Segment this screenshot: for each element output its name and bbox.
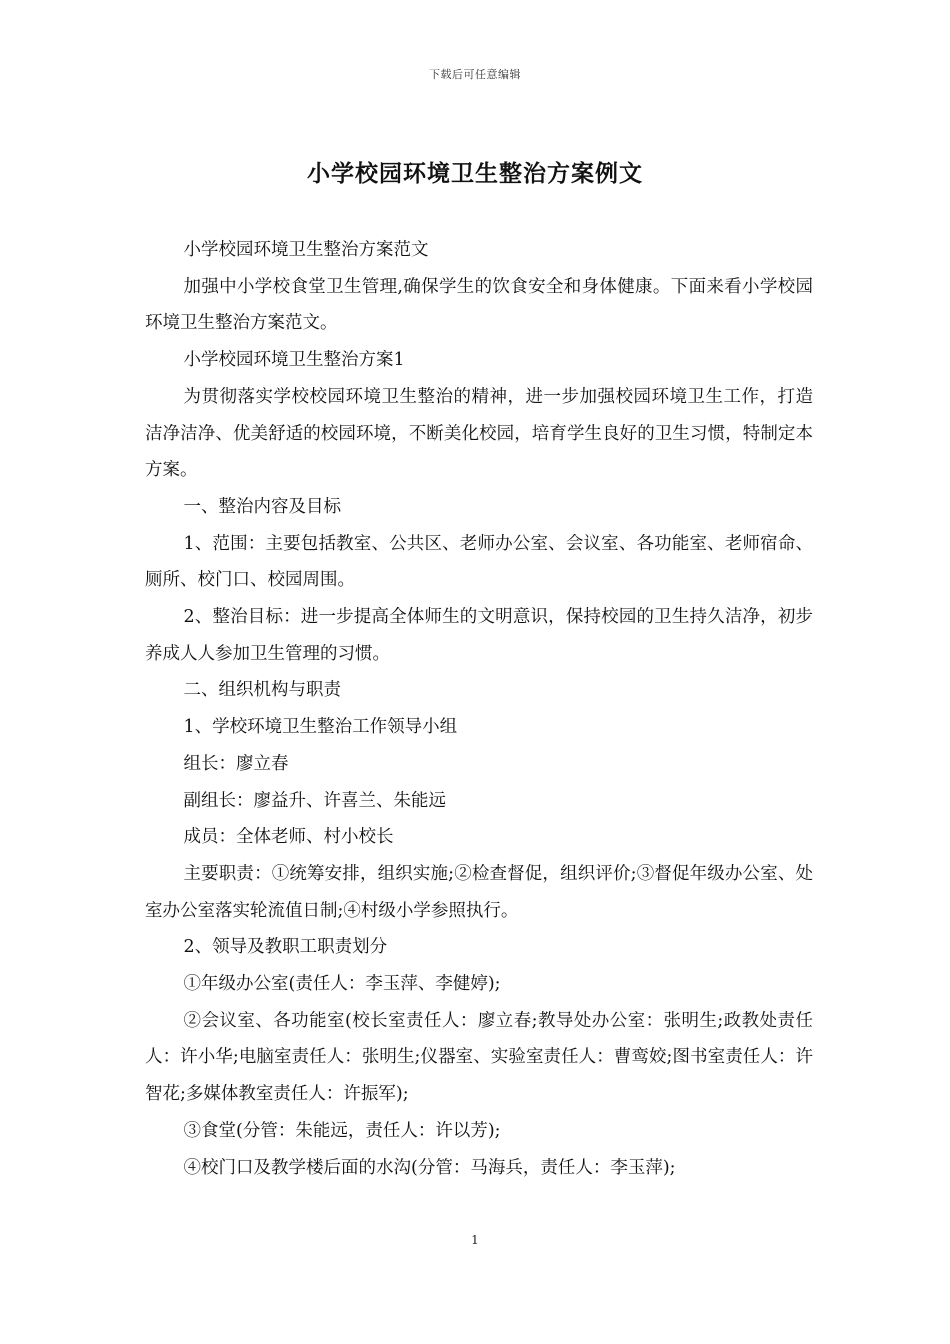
paragraph-deputy-leaders: 副组长：廖益升、许喜兰、朱能远 <box>183 790 446 811</box>
paragraph-leading-group: 1、学校环境卫生整治工作领导小组 <box>183 717 458 738</box>
paragraph-intro: 加强中小学校食堂卫生管理,确保学生的饮食安全和身体健康。下面来看小学校园环境卫生整治方案范文。 <box>145 276 813 334</box>
paragraph-scope: 1、范围：主要包括教室、公共区、老师办公室、会议室、各功能室、老师宿命、厕所、校门口、校园周围。 <box>145 533 813 591</box>
document-body <box>145 232 813 1186</box>
paragraph-group-leader: 组长：廖立春 <box>183 753 289 774</box>
section-heading-organization: 二、组织机构与职责 <box>183 680 341 701</box>
header-note: 下载后可任意编辑 <box>429 68 521 81</box>
paragraph-item-3: ③食堂(分管：朱能远，责任人：许以芳); <box>183 1120 501 1141</box>
paragraph-item-4: ④校门口及教学楼后面的水沟(分管：马海兵，责任人：李玉萍); <box>183 1157 676 1178</box>
paragraph-purpose: 为贯彻落实学校校园环境卫生整治的精神，进一步加强校园环境卫生工作，打造洁净洁净、优美舒适的校园环境，不断美化校园，培育学生良好的卫生习惯，特制定本方案。 <box>145 386 813 481</box>
document-title: 小学校园环境卫生整治方案例文 <box>307 160 643 187</box>
paragraph-plan-heading: 小学校园环境卫生整治方案1 <box>183 350 405 371</box>
paragraph-members: 成员：全体老师、村小校长 <box>183 827 394 848</box>
paragraph-subtitle: 小学校园环境卫生整治方案范文 <box>183 240 429 260</box>
paragraph-item-1: ①年级办公室(责任人：李玉萍、李健婷); <box>183 974 501 995</box>
paragraph-item-2: ②会议室、各功能室(校长室责任人：廖立春;教导处办公室：张明生;政教处责任人：许小华;电脑室责任人：张明生;仪器室、实验室责任人：曹鸾姣;图书室责任人：许智花;多媒体教室责任人：许振军); <box>145 1010 813 1105</box>
page-number: 1 <box>471 1233 479 1247</box>
paragraph-goal: 2、整治目标：进一步提高全体师生的文明意识，保持校园的卫生持久洁净，初步养成人人参加卫生管理的习惯。 <box>145 607 813 664</box>
section-heading-content-goals: 一、整治内容及目标 <box>183 496 341 517</box>
paragraph-responsibility-division: 2、领导及教职工职责划分 <box>183 937 388 958</box>
paragraph-duties: 主要职责：①统筹安排，组织实施;②检查督促，组织评价;③督促年级办公室、处室办公室落实轮流值日制;④村级小学参照执行。 <box>145 863 813 921</box>
